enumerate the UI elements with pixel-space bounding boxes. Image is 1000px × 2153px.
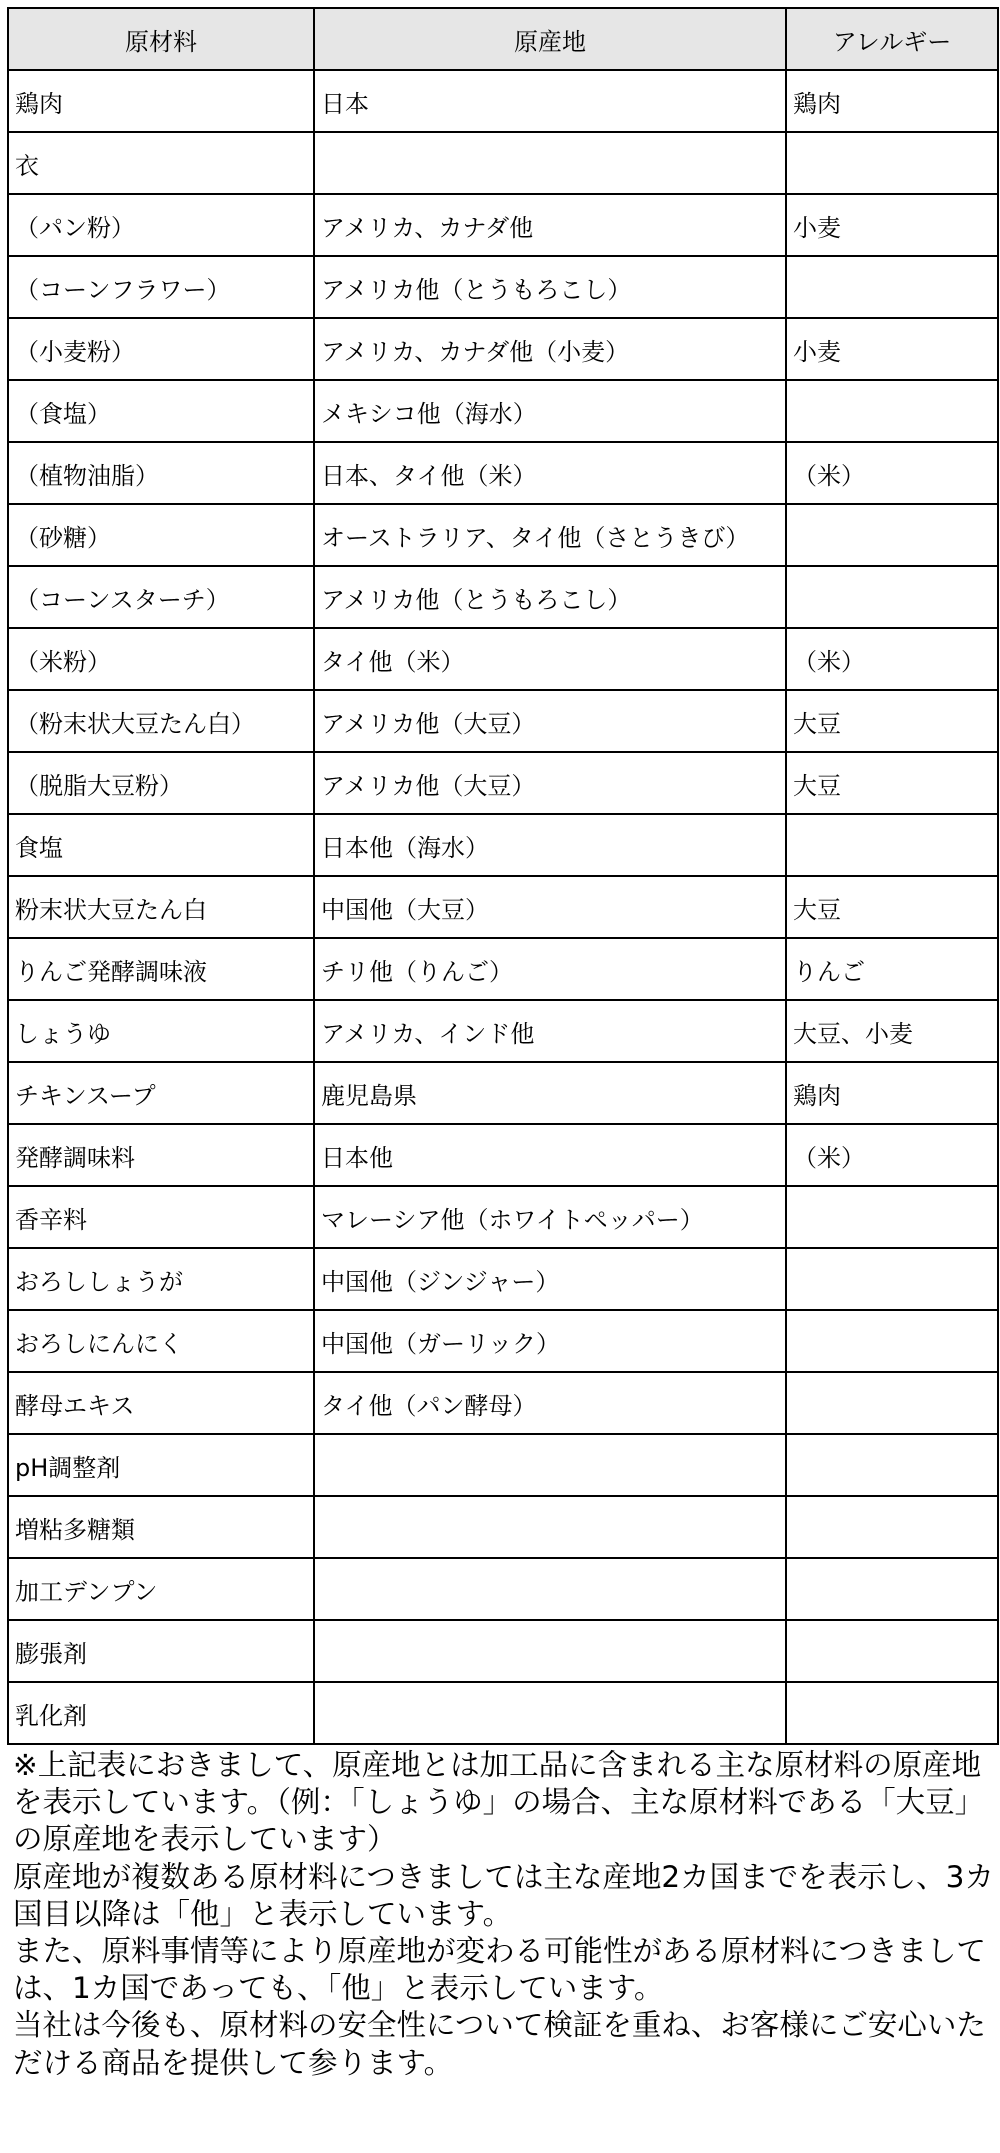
ingredient-cell: （米粉） [8, 628, 314, 690]
ingredient-cell: （コーンフラワー） [8, 256, 314, 318]
ingredient-cell: 発酵調味料 [8, 1124, 314, 1186]
origin-cell: アメリカ他（大豆） [314, 752, 786, 814]
ingredient-cell: 加工デンプン [8, 1558, 314, 1620]
origin-cell [314, 1496, 786, 1558]
table-row [8, 256, 998, 318]
origin-cell: オーストラリア、タイ他（さとうきび） [314, 504, 786, 566]
table-body [8, 70, 998, 1744]
allergen-cell: 大豆 [786, 752, 998, 814]
ingredient-cell: しょうゆ [8, 1000, 314, 1062]
allergen-cell [786, 814, 998, 876]
origin-cell: アメリカ他（大豆） [314, 690, 786, 752]
allergen-cell [786, 1496, 998, 1558]
ingredient-cell: （脱脂大豆粉） [8, 752, 314, 814]
origin-cell: アメリカ他（とうもろこし） [314, 566, 786, 628]
table-row [8, 752, 998, 814]
origin-cell: メキシコ他（海水） [314, 380, 786, 442]
ingredient-cell: （コーンスターチ） [8, 566, 314, 628]
table-row [8, 504, 998, 566]
ingredient-cell: （砂糖） [8, 504, 314, 566]
table-row [8, 1682, 998, 1744]
ingredient-cell: おろししょうが [8, 1248, 314, 1310]
allergen-cell: 鶏肉 [786, 70, 998, 132]
ingredient-cell: 鶏肉 [8, 70, 314, 132]
origin-cell: タイ他（パン酵母） [314, 1372, 786, 1434]
table-row [8, 1248, 998, 1310]
origin-cell: 日本 [314, 70, 786, 132]
allergen-cell [786, 380, 998, 442]
table-row [8, 1620, 998, 1682]
allergen-cell [786, 1434, 998, 1496]
ingredient-cell: チキンスープ [8, 1062, 314, 1124]
table-header-row [8, 8, 998, 70]
allergen-cell [786, 504, 998, 566]
page [7, 7, 997, 2082]
allergen-cell: 大豆 [786, 690, 998, 752]
table-row [8, 938, 998, 1000]
allergen-cell: りんご [786, 938, 998, 1000]
table-row [8, 1124, 998, 1186]
table-row [8, 1496, 998, 1558]
ingredient-cell: 香辛料 [8, 1186, 314, 1248]
origin-cell: マレーシア他（ホワイトペッパー） [314, 1186, 786, 1248]
table-row [8, 1000, 998, 1062]
origin-cell: 日本他 [314, 1124, 786, 1186]
ingredient-cell: （パン粉） [8, 194, 314, 256]
allergen-cell [786, 566, 998, 628]
allergen-cell: （米） [786, 442, 998, 504]
table-row [8, 442, 998, 504]
table-row [8, 1558, 998, 1620]
origin-cell [314, 1558, 786, 1620]
ingredient-cell: （食塩） [8, 380, 314, 442]
table-row [8, 1310, 998, 1372]
origin-cell: アメリカ、カナダ他（小麦） [314, 318, 786, 380]
allergen-cell [786, 1186, 998, 1248]
header-origin: 原産地 [314, 8, 786, 70]
table-row [8, 132, 998, 194]
header-ingredient: 原材料 [8, 8, 314, 70]
ingredient-cell: りんご発酵調味液 [8, 938, 314, 1000]
table-row [8, 566, 998, 628]
footnote-paragraph: 当社は今後も、原材料の安全性について検証を重ね、お客様にご安心いただける商品を提供して参ります。 [13, 2008, 986, 2080]
table-row [8, 1186, 998, 1248]
ingredient-cell: 膨張剤 [8, 1620, 314, 1682]
table-row [8, 690, 998, 752]
allergen-cell: 鶏肉 [786, 1062, 998, 1124]
footnote-paragraph: また、原料事情等により原産地が変わる可能性がある原材料につきましては、1カ国であっても、「他」と表示しています。 [13, 1934, 986, 2006]
origin-cell: 中国他（ガーリック） [314, 1310, 786, 1372]
origin-cell: 日本、タイ他（米） [314, 442, 786, 504]
allergen-cell [786, 1682, 998, 1744]
ingredient-cell: 食塩 [8, 814, 314, 876]
table-row [8, 1372, 998, 1434]
table-row [8, 876, 998, 938]
ingredient-cell: 乳化剤 [8, 1682, 314, 1744]
ingredient-cell: 衣 [8, 132, 314, 194]
ingredient-cell: 粉末状大豆たん白 [8, 876, 314, 938]
ingredient-cell: （粉末状大豆たん白） [8, 690, 314, 752]
origin-cell [314, 1434, 786, 1496]
origin-cell: アメリカ、インド他 [314, 1000, 786, 1062]
table-row [8, 380, 998, 442]
allergen-cell: 小麦 [786, 194, 998, 256]
origin-cell [314, 1620, 786, 1682]
table-row [8, 1062, 998, 1124]
allergen-cell: 大豆 [786, 876, 998, 938]
table-row [8, 814, 998, 876]
table-row [8, 318, 998, 380]
ingredient-cell: （植物油脂） [8, 442, 314, 504]
ingredient-cell: （小麦粉） [8, 318, 314, 380]
ingredient-cell: pH調整剤 [8, 1434, 314, 1496]
allergen-cell [786, 1620, 998, 1682]
header-allergen: アレルギー [786, 8, 998, 70]
allergen-cell [786, 1372, 998, 1434]
origin-cell: タイ他（米） [314, 628, 786, 690]
allergen-cell: 小麦 [786, 318, 998, 380]
origin-cell: アメリカ他（とうもろこし） [314, 256, 786, 318]
footnotes [7, 1747, 997, 2082]
table-row [8, 1434, 998, 1496]
origin-cell: 日本他（海水） [314, 814, 786, 876]
footnote-paragraph: 原産地が複数ある原材料につきましては主な産地2カ国までを表示し、3カ国目以降は「他」と表示しています。 [13, 1859, 994, 1931]
allergen-cell [786, 1248, 998, 1310]
allergen-cell: 大豆、小麦 [786, 1000, 998, 1062]
allergen-cell [786, 1558, 998, 1620]
origin-cell: 中国他（ジンジャー） [314, 1248, 786, 1310]
allergen-cell [786, 1310, 998, 1372]
origin-cell: 鹿児島県 [314, 1062, 786, 1124]
origin-cell: アメリカ、カナダ他 [314, 194, 786, 256]
origin-cell: 中国他（大豆） [314, 876, 786, 938]
allergen-cell: （米） [786, 1124, 998, 1186]
table-row [8, 628, 998, 690]
ingredient-cell: 酵母エキス [8, 1372, 314, 1434]
table-row [8, 70, 998, 132]
ingredient-cell: 増粘多糖類 [8, 1496, 314, 1558]
allergen-cell [786, 132, 998, 194]
table-row [8, 194, 998, 256]
ingredient-cell: おろしにんにく [8, 1310, 314, 1372]
origin-cell: チリ他（りんご） [314, 938, 786, 1000]
origin-cell [314, 1682, 786, 1744]
origin-cell [314, 132, 786, 194]
allergen-cell: （米） [786, 628, 998, 690]
footnote-paragraph: ※上記表におきまして、原産地とは加工品に含まれる主な原材料の原産地を表示しています。（例：「しょうゆ」の場合、主な原材料である「大豆」の原産地を表示しています） [13, 1748, 985, 1857]
allergen-cell [786, 256, 998, 318]
ingredients-origin-table [7, 7, 999, 1745]
